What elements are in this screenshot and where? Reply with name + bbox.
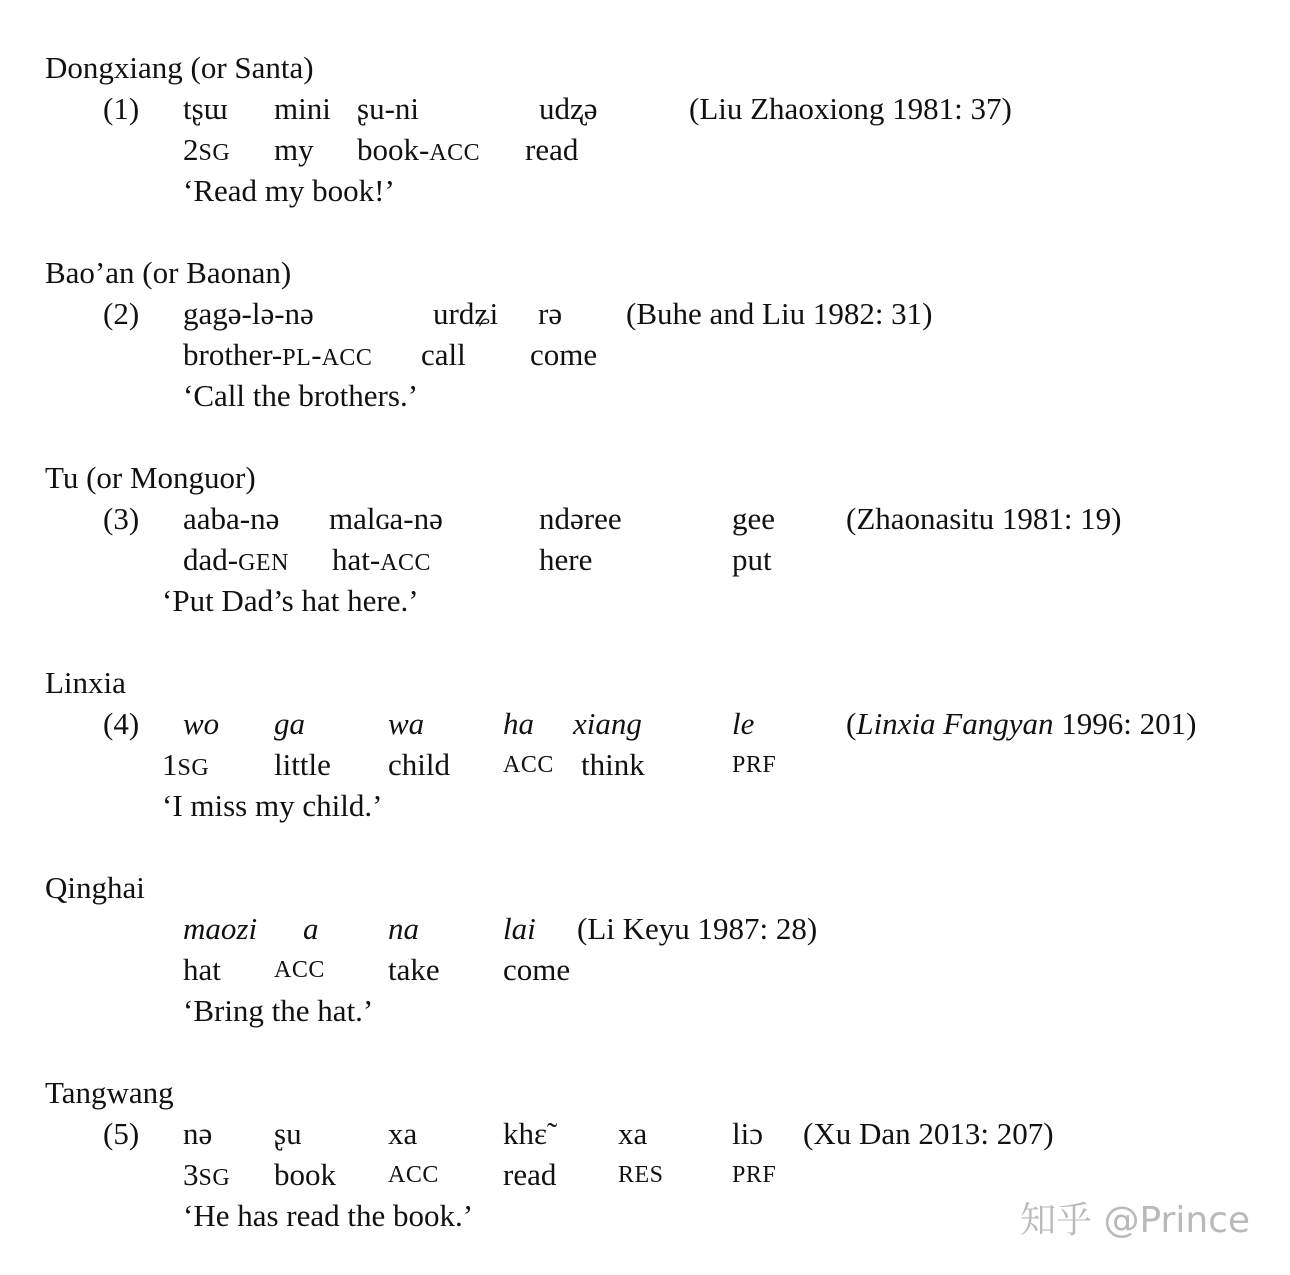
gloss: PRF	[732, 1162, 777, 1188]
gloss: ACC	[503, 752, 554, 778]
example-word: lai	[503, 911, 536, 946]
example-word: wo	[183, 706, 220, 741]
gloss: PRF	[732, 752, 777, 778]
example-word: udʐə	[539, 91, 598, 126]
example-word: rə	[538, 296, 563, 331]
example-word: aaba-nə	[183, 501, 280, 536]
example-word: ga	[274, 706, 305, 741]
example-word: wa	[388, 706, 425, 741]
example-source: (Liu Zhaoxiong 1981: 37)	[689, 91, 1012, 126]
gloss: read	[525, 132, 579, 167]
example-translation: ‘Put Dad’s hat here.’	[162, 583, 419, 618]
example-word: urdʑi	[433, 296, 499, 331]
gloss: here	[539, 542, 593, 577]
example-word: tʂɯ	[183, 91, 228, 126]
gloss: book-ACC	[357, 132, 481, 167]
example-word: ha	[503, 706, 534, 741]
gloss: my	[274, 132, 314, 167]
gloss: take	[388, 952, 440, 987]
gloss: ACC	[388, 1162, 439, 1188]
example-number: (3)	[103, 501, 140, 536]
example-source: (Linxia Fangyan 1996: 201)	[846, 706, 1197, 741]
example-source: (Li Keyu 1987: 28)	[577, 911, 818, 946]
example-translation: ‘I miss my child.’	[162, 788, 383, 823]
gloss: 3SG	[183, 1157, 231, 1192]
gloss: RES	[618, 1162, 664, 1188]
example-number: (4)	[103, 706, 140, 741]
example-word: gagə-lə-nə	[183, 296, 314, 331]
gloss: 2SG	[183, 132, 231, 167]
gloss: hat-ACC	[332, 542, 432, 577]
gloss: child	[388, 747, 450, 782]
watermark: 知乎 @Prince	[1020, 1200, 1251, 1241]
gloss: book	[274, 1157, 336, 1192]
example-word: le	[732, 706, 755, 741]
example-number: (5)	[103, 1116, 140, 1151]
example-word: xa	[388, 1116, 418, 1151]
example-word: liɔ	[732, 1116, 763, 1151]
example-translation: ‘Call the brothers.’	[183, 378, 419, 413]
example-word: na	[388, 911, 419, 946]
gloss: call	[421, 337, 466, 372]
language-heading: Qinghai	[45, 870, 145, 905]
example-word: ʂu-ni	[357, 91, 419, 126]
gloss: brother-PL-ACC	[183, 337, 373, 372]
example-word: mini	[274, 91, 331, 126]
example-word: malɢa-nə	[329, 501, 443, 536]
gloss: come	[503, 952, 571, 987]
gloss: hat	[183, 952, 221, 987]
example-translation: ‘Read my book!’	[183, 173, 395, 208]
example-source: (Xu Dan 2013: 207)	[803, 1116, 1054, 1151]
example-source: (Zhaonasitu 1981: 19)	[846, 501, 1122, 536]
gloss: come	[530, 337, 598, 372]
example-word: maozi	[183, 911, 258, 946]
gloss: think	[581, 747, 645, 782]
example-word: a	[303, 911, 319, 946]
gloss: little	[274, 747, 331, 782]
example-source: (Buhe and Liu 1982: 31)	[626, 296, 933, 331]
example-word: xa	[618, 1116, 648, 1151]
language-heading: Dongxiang (or Santa)	[45, 50, 314, 85]
example-translation: ‘He has read the book.’	[183, 1198, 474, 1233]
language-heading: Bao’an (or Baonan)	[45, 255, 292, 290]
language-heading: Tu (or Monguor)	[45, 460, 256, 495]
example-number: (2)	[103, 296, 140, 331]
example-word: khɛ̃	[503, 1116, 548, 1151]
example-translation: ‘Bring the hat.’	[183, 993, 374, 1028]
example-word: ʂu	[274, 1116, 302, 1151]
gloss: dad-GEN	[183, 542, 289, 577]
example-word: xiang	[573, 706, 642, 741]
gloss: 1SG	[162, 747, 210, 782]
language-heading: Tangwang	[45, 1075, 174, 1110]
language-heading: Linxia	[45, 665, 126, 700]
gloss: put	[732, 542, 772, 577]
gloss: read	[503, 1157, 557, 1192]
example-word: nə	[183, 1116, 213, 1151]
example-word: ndəree	[539, 501, 622, 536]
example-word: gee	[732, 501, 776, 536]
gloss: ACC	[274, 957, 325, 983]
example-number: (1)	[103, 91, 140, 126]
